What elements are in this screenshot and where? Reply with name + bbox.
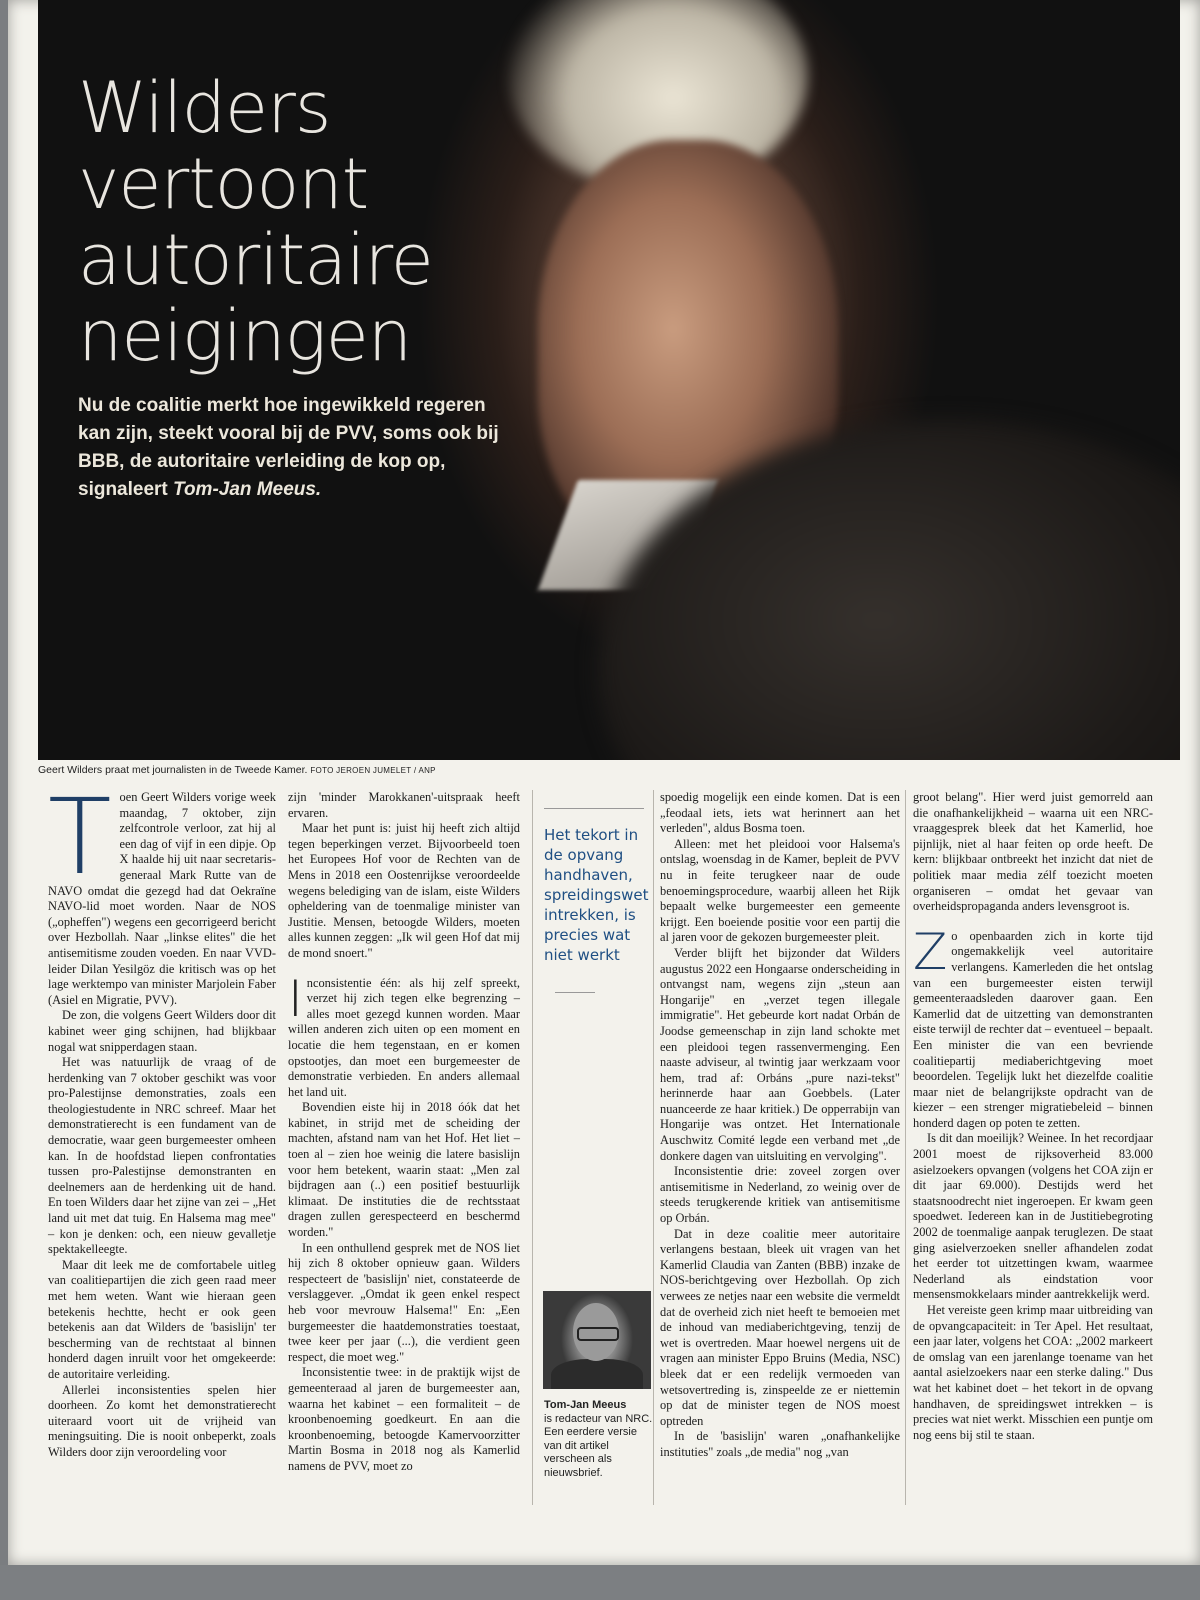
paragraph: Het vereiste geen krimp maar uitbreiding van de opvangcapaciteit: in Ter Apel. Het resultaat, een jaar later, volgens het COA: „2002 markeert de omslag van een jarenlange toename van het aantal asielzoekers naar een sterke daling." Dus wat het kabinet doet – het tekort in de opvang handhaven, de spreidingswet intrekken – is precies wat niet werkt. Misschien een puntje om nog eens bij stil te staan. [913,1303,1153,1442]
paragraph: In een onthullend gesprek met de NOS liet hij zich 8 oktober opnieuw gaan. Wilders respecteert de 'basislijn' niet, constateerde de verslaggever. „Omdat ik geen enkel respect heb voor mevrouw Halsema!" En: „Een burgemeester die haatdemonstraties toestaat, twee keer per jaar (...), die verdient geen respect, die moet weg." [288,1240,520,1364]
paragraph-text: o openbaarden zich in korte tijd ongemakkelijk veel autoritaire verlangens. Kamerleden die het ontslag van een burgemeester eisten terwijl gemeenteraadsleden daarover gaan. Een Kamerlid dat de uitzetting van demonstranten eiste terwijl de rechter dat – eventueel – bepaalt. Een minister die van een bevriende coalitiepartij mediaberichtgeving moet beoordelen. Tegelijk lukt het diezelfde coalitie maar niet de belangrijkste opdracht van de kiezer – een strenger migratiebeleid – binnen honderd dagen op poten te zetten. [913,928,1153,1130]
paragraph: Alleen: met het pleidooi voor Halsema's ontslag, woensdag in de Kamer, bepleit de PVV nu in feite terugkeer naar de oude benoemingsprocedure, waarbij alleen het Rijk bepaalt welke burgemeester een gemeente krijgt. Een boeiende positie voor een partij die al jaren voor de gekozen burgemeester pleit. [660,836,900,945]
column-divider [653,790,654,1505]
caption-credit: FOTO JEROEN JUMELET / ANP [310,766,436,775]
paragraph: Allerlei inconsistenties spelen hier doorheen. Zo komt het demonstratierecht uiteraard voort uit de vrijheid van meningsuiting. Die is nooit onbeperkt, zoals Wilders door zijn veroordeling voor [48,1382,276,1459]
article-column-5 [913,790,1153,1443]
portrait-glasses [577,1327,619,1341]
background-surface [0,1565,1200,1600]
paragraph: Inconsistentie twee: in de praktijk wijst de gemeenteraad al jaren de burgemeester aan, waarna het kabinet – een formaliteit – de kroonbenoeming goedkeurt. En aan die kroonbenoeming, betoogde Kamervoorzitter Martin Bosma in 2018 nog als Kamerlid namens de PVV, moet zo [288,1365,520,1473]
initial-letter: I [288,969,303,1028]
paragraph: Het was natuurlijk de vraag of de herdenking van 7 oktober geschikt was voor pro-Palestijnse demonstraties, zoals een theologiestudente in NRC schreef. Maar het demonstratierecht is een fundament van de democratie, waar geen burgemeester omheen kan. In de hoofdstad liepen confrontaties tussen pro-Palestijnse demonstranten en deelnemers aan de herdenking uit de hand. En toen Wilders daar het zijne van zei – „Het land uit met dat tuig. En Halsema mag mee" – kon je denken: och, een nieuw gevalletje spektakelleegte. [48,1055,276,1257]
caption-text: Geert Wilders praat met journalisten in de Tweede Kamer. [38,764,308,776]
headline-line: neigingen [78,295,412,377]
column-divider [532,790,533,1505]
paragraph: Dat in deze coalitie meer autoritaire verlangens bestaan, bleek uit vragen van het Kamerlid Claudia van Zanten (BBB) inzake de NOS-berichtgeving over Hezbollah. Op zich verwees ze netjes naar een website die vermeldt dat de overheid zich niet heeft te bemoeien met de inhoud van mediaberichtgeving, tenzij de wet is overtreden. Maar hoewel nergens uit de vragen aan minister Eppo Bruins (Media, NSC) bleek dat er een redelijk vermoeden van wetsovertreding is, zinspeelde ze er niettemin op dat de minister tegen de NOS moest optreden [660,1226,900,1428]
paragraph: Maar dit leek me de comfortabele uitleg van coalitiepartijen die zich geen raad meer met hem weten. Want wie hieraan geen betekenis hechtte, hecht er ook geen betekenis aan dat Wilders de 'basislijn' ter bescherming van de rechtstaat al binnen honderd dagen inruilt voor het omgekeerde: de autoritaire verleiding. [48,1257,276,1381]
intro-author: Tom-Jan Meeus. [173,479,322,500]
paragraph [48,776,276,1008]
paragraph-text: nconsistentie één: als hij zelf spreekt, verzet hij zich tegen elke begrenzing – alles moet gezegd kunnen worden. Maar willen anderen zich uiten op een moment en locatie die hem tegenstaan, en er komen opstootjes, dan moet een burgemeester de demonstratie verbieden. En anders allemaal het land uit. [288,975,520,1099]
paragraph: De zon, die volgens Geert Wilders door dit kabinet weer ging schijnen, had blijkbaar nogal wat snipperdagen staan. [48,1008,276,1054]
headline-line: Wilders [78,67,331,149]
photo-caption [38,764,1138,776]
portrait-body [551,1359,643,1389]
paragraph: Verder blijft het bijzonder dat Wilders augustus 2022 een Hongaarse onderscheiding in ontvangst nam, wegens zijn „steun aan Hongarije" en „verzet tegen illegale immigratie". Het gebeurde kort nadat Orbán de Joodse gemeenschap in zijn land schokte met een pleidooi tegen rassenvermenging. Een naaste adviseur, al twintig jaar werkzaam voor hem, trad af: Orbáns „pure nazi-tekst" herinnerde haar aan Goebbels. (Later nuanceerde ze haar kritiek.) De opperrabijn van Hongarije was ontzet. Het Internationale Auschwitz Comité legde een verband met „de donkere dagen van uitsluiting en vervolging". [660,945,900,1163]
intro-body: Nu de coalitie merkt hoe ingewikkeld regeren kan zijn, steekt vooral bij de PVV, soms ook bij BBB, de autoritaire verleiding de kop op, signaleert [78,395,499,500]
paragraph-text: oen Geert Wilders vorige week maandag, 7 oktober, zijn zelfcontrole verloor, zat hij al een dag of vijf in een dipje. Op X haalde hij uit naar secretaris-generaal Mark Rutte van de NAVO omdat die gezegd had dat Oekraïne NAVO-lid moet worden. Naar de NOS („opheffen") wegens een gecorrigeerd bericht over Hezbollah. Naar „linkse elites" die het antisemitisme zouden voeden. En naar VVD-leider Dilan Yesilgöz die kritisch was op het lage werktempo van minister Marjolein Faber (Asiel en Migratie, PVV). [48,790,276,1007]
author-bio [544,1399,656,1480]
initial-letter: Z [913,922,948,981]
article-column-2 [288,790,520,1475]
headline [78,67,498,377]
paragraph: Is dit dan moeilijk? Weinee. In het recordjaar 2001 moest de rijksoverheid 83.000 asielzoekers opvangen (volgens het COA zijn er dit jaar 69.000). Destijds werd het staatsnoodrecht niet ingeroepen. Er kwam geen spoedwet. Iedereen kan in de Justitiebegroting 2002 de toenmalige aanpak teruglezen. De staat ging asielverzoeken sneller afhandelen zodat het eerder tot uitzettingen kwam, waarmee Nederland als eindstation voor mensensmokkelaars minder aantrekkelijk werd. [913,1131,1153,1302]
hero-photo [38,0,1180,760]
article-column-4 [660,790,900,1461]
paragraph: groot belang". Hier werd juist gemorreld aan die onafhankelijkheid – waarna uit een NRC-vraaggesprek bleek dat het Kamerlid, hoe pijnlijk, niet al haar feiten op orde heeft. De kern: blijkbaar ontbreekt het inzicht dat niet de politiek maar media zélf toezicht moeten organiseren – omdat het gevaar van overheidspropaganda anders levensgroot is. [913,790,1153,914]
author-portrait [543,1291,651,1389]
pull-quote: Het tekort in de opvang handhaven, spreidingswet intrekken, is precies wat niet werkt [544,808,644,965]
paragraph: Maar het punt is: juist hij heeft zich altijd tegen beperkingen verzet. Bijvoorbeeld toen het Europees Hof voor de Rechten van de Mens in 2018 een Oostenrijkse veroordeelde wegens belediging van de islam, eiste Wilders opheldering van de toenmalige minister van Justitie. Mensen, betoogde Wilders, moeten alles kunnen zeggen: „Ik wil geen Hof dat mij de mond snoert." [288,821,520,960]
pull-quote-rule [555,992,595,993]
newspaper-page [8,0,1200,1565]
headline-line: vertoont [78,143,369,225]
author-bio-text: is redacteur van NRC. Een eerdere versie van dit artikel verscheen als nieuwsbrief. [544,1412,653,1479]
article-column-1 [48,776,276,1461]
paragraph: In de 'basislijn' waren „onafhankelijke instituties" zoals „de media" nog „van [660,1429,900,1459]
intro-text [78,392,518,504]
drop-cap: T [48,776,112,898]
paragraph [288,969,520,1101]
paragraph: spoedig mogelijk een einde komen. Dat is een „feodaal iets, iets wat herinnert aan het verleden", aldus Bosma toen. [660,790,900,836]
author-name: Tom-Jan Meeus [544,1399,627,1411]
headline-line: autoritaire [78,219,433,301]
paragraph: zijn 'minder Marokkanen'-uitspraak heeft ervaren. [288,790,520,820]
paragraph: Bovendien eiste hij in 2018 óók dat het kabinet, in strijd met de scheiding der machten, afstand nam van het Hof. Het liet – toen al – zien hoe weinig die latere basislijn voor hem betekent, waarin staat: „Men zal bijdragen aan (..) een positief bestuurlijk klimaat. De instituties die de rechtsstaat dragen zullen gerespecteerd en beschermd worden." [288,1100,520,1240]
paragraph [913,922,1153,1132]
column-divider [905,790,906,1505]
paragraph: Inconsistentie drie: zoveel zorgen over antisemitisme in Nederland, zo weinig over de steeds terugkerende kritiek van antisemitisme op Orbán. [660,1164,900,1226]
